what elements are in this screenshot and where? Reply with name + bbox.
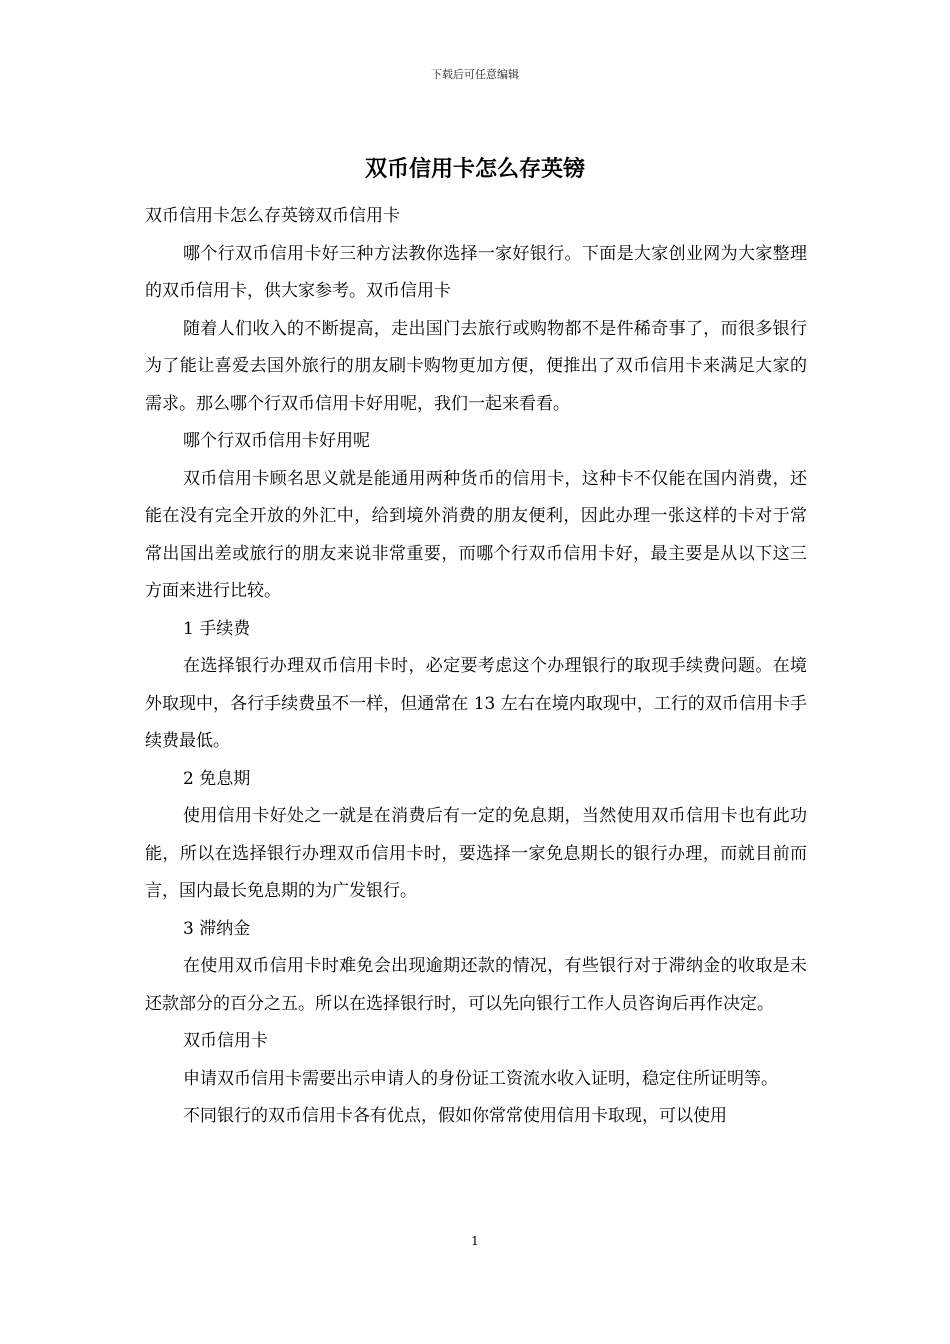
- paragraph: 使用信用卡好处之一就是在消费后有一定的免息期，当然使用双币信用卡也有此功能，所以在选择银行办理双币信用卡时，要选择一家免息期长的银行办理，而就目前而言，国内最长免息期的为广发银行。: [145, 806, 807, 901]
- paragraph: 随着人们收入的不断提高，走出国门去旅行或购物都不是件稀奇事了，而很多银行为了能让喜爱去国外旅行的朋友刷卡购物更加方便，便推出了双币信用卡来满足大家的需求。那么哪个行双币信用卡好用呢，我们一起来看看。: [145, 318, 807, 414]
- paragraph: 申请双币信用卡需要出示申请人的身份证工资流水收入证明，稳定住所证明等。: [183, 1068, 778, 1089]
- paragraph: 在使用双币信用卡时难免会出现逾期还款的情况，有些银行对于滞纳金的收取是未还款部分的百分之五。所以在选择银行时，可以先向银行工作人员咨询后再作决定。: [145, 956, 807, 1014]
- paragraph: 哪个行双币信用卡好三种方法教你选择一家好银行。下面是大家创业网为大家整理的双币信用卡，供大家参考。双币信用卡: [145, 243, 807, 301]
- paragraph: 不同银行的双币信用卡各有优点，假如你常常使用信用卡取现，可以使用: [183, 1106, 727, 1126]
- paragraph: 在选择银行办理双币信用卡时，必定要考虑这个办理银行的取现手续费问题。在境外取现中，各行手续费虽不一样，但通常在 13 左右在境内取现中，工行的双币信用卡手续费最低。: [145, 656, 807, 751]
- paragraph: 双币信用卡顾名思义就是能通用两种货币的信用卡，这种卡不仅能在国内消费，还能在没有完全开放的外汇中，给到境外消费的朋友便利，因此办理一张这样的卡对于常常出国出差或旅行的朋友来说非常重要，而哪个行双币信用卡好，最主要是从以下这三方面来进行比较。: [145, 468, 807, 601]
- section-heading: 2 免息期: [183, 768, 251, 789]
- page-header: 下载后可任意编辑: [431, 68, 519, 81]
- page-number: 1: [471, 1234, 479, 1248]
- document-body: [145, 198, 807, 1136]
- section-heading: 双币信用卡: [183, 1031, 268, 1051]
- section-heading: 3 滞纳金: [183, 918, 251, 939]
- section-heading: 1 手续费: [183, 618, 251, 639]
- document-title: 双币信用卡怎么存英镑: [364, 157, 585, 182]
- paragraph: 双币信用卡怎么存英镑双币信用卡: [145, 206, 400, 226]
- section-heading: 哪个行双币信用卡好用呢: [183, 431, 370, 451]
